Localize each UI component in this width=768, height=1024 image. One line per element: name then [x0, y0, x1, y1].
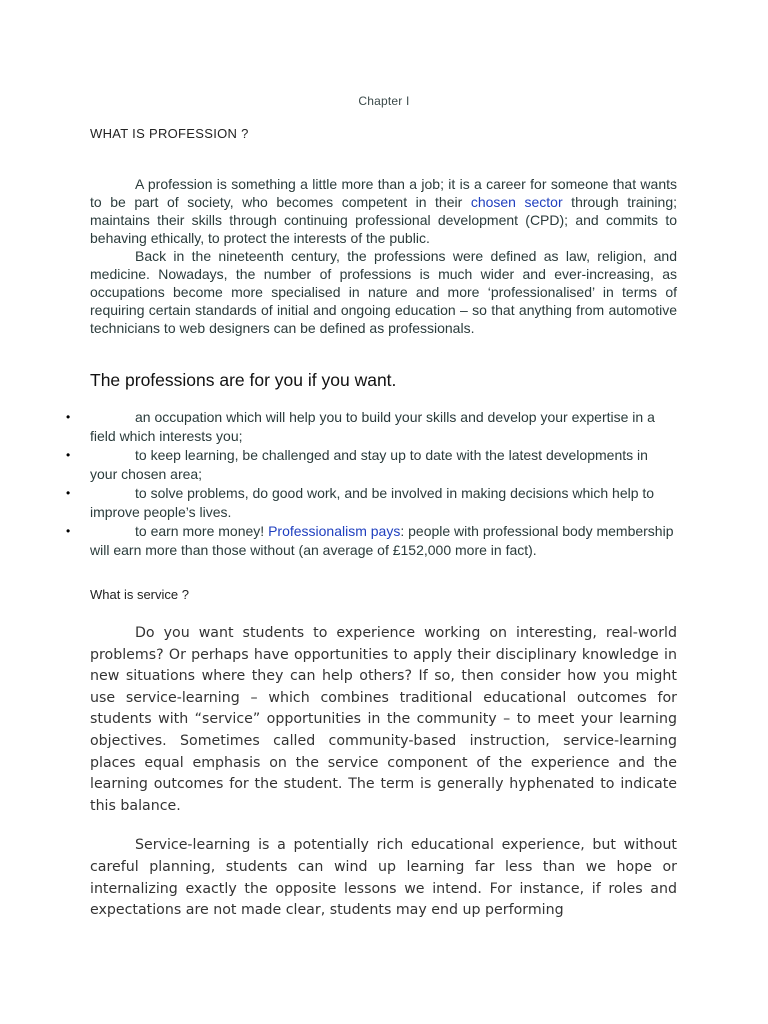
list-item-text: to solve problems, do good work, and be involved in making decisions which help to improve people’s lives. — [90, 485, 655, 520]
bullet-marker: • — [66, 410, 71, 424]
list-item-text-end: : people with professional body membership will earn more than those without (an average of £152,000 more in fact). — [90, 523, 674, 558]
profession-paragraph-2: Back in the nineteenth century, the professions were defined as law, religion, and medicine. Nowadays, the number of professions is much wider and ever-increasing, as occupations become more specialised in nature and more ‘professionalised’ in terms of requiring certain standards of initial and ongoing education – so that anything from automotive technicians to web designers can be defined as professionals. — [90, 248, 677, 336]
paragraph-text: through training; maintains their skills through continuing professional development (CPD); and commits to behaving ethically, to protect the interests of the public. — [90, 194, 677, 246]
list-item — [66, 522, 677, 560]
service-section — [90, 623, 677, 940]
chapter-label: Chapter I — [358, 94, 410, 108]
paragraph-text: A profession is something a little more than a job; it is a career for someone that wants to be part of society, who becomes competent in their — [90, 176, 677, 210]
list-item — [66, 484, 677, 522]
bullet-list — [66, 408, 677, 560]
list-item — [66, 446, 677, 484]
profession-section — [90, 175, 677, 337]
professionalism-pays-link[interactable]: Professionalism pays — [268, 523, 401, 539]
bullet-marker: • — [66, 486, 71, 500]
bullet-marker: • — [66, 448, 71, 462]
list-item-text: an occupation which will help you to build your skills and develop your expertise in a field which interests you; — [90, 409, 655, 444]
chosen-sector-link[interactable]: chosen sector — [470, 194, 563, 210]
list-item-text: to keep learning, be challenged and stay up to date with the latest developments in your chosen area; — [90, 447, 648, 482]
bullet-marker: • — [66, 524, 71, 538]
profession-paragraph-1 — [90, 175, 677, 247]
service-paragraph-2: Service-learning is a potentially rich educational experience, but without careful planning, students can wind up learning far less than we hope or internalizing exactly the opposite lessons we intend. For instance, if roles and expectations are not made clear, students may end up performing — [90, 837, 677, 919]
list-item-text — [90, 522, 677, 560]
list-item — [66, 408, 677, 446]
list-item-text-start: to earn more money! — [135, 523, 269, 539]
heading-what-is-profession: WHAT IS PROFESSION ? — [90, 126, 249, 141]
heading-what-is-service: What is service ? — [90, 587, 189, 602]
service-paragraph-1: Do you want students to experience working on interesting, real-world problems? Or perhaps have opportunities to apply their disciplinary knowledge in new situations where they can help others? If so, then consider how you might use service-learning – which combines traditional educational outcomes for students with “service” opportunities in the community – to meet your learning objectives. Sometimes called community-based instruction, service-learning places equal emphasis on the service component of the experience and the learning outcomes for the student. The term is generally hyphenated to indicate this balance. — [90, 625, 677, 814]
heading-professions-for-you: The professions are for you if you want. — [90, 370, 397, 390]
